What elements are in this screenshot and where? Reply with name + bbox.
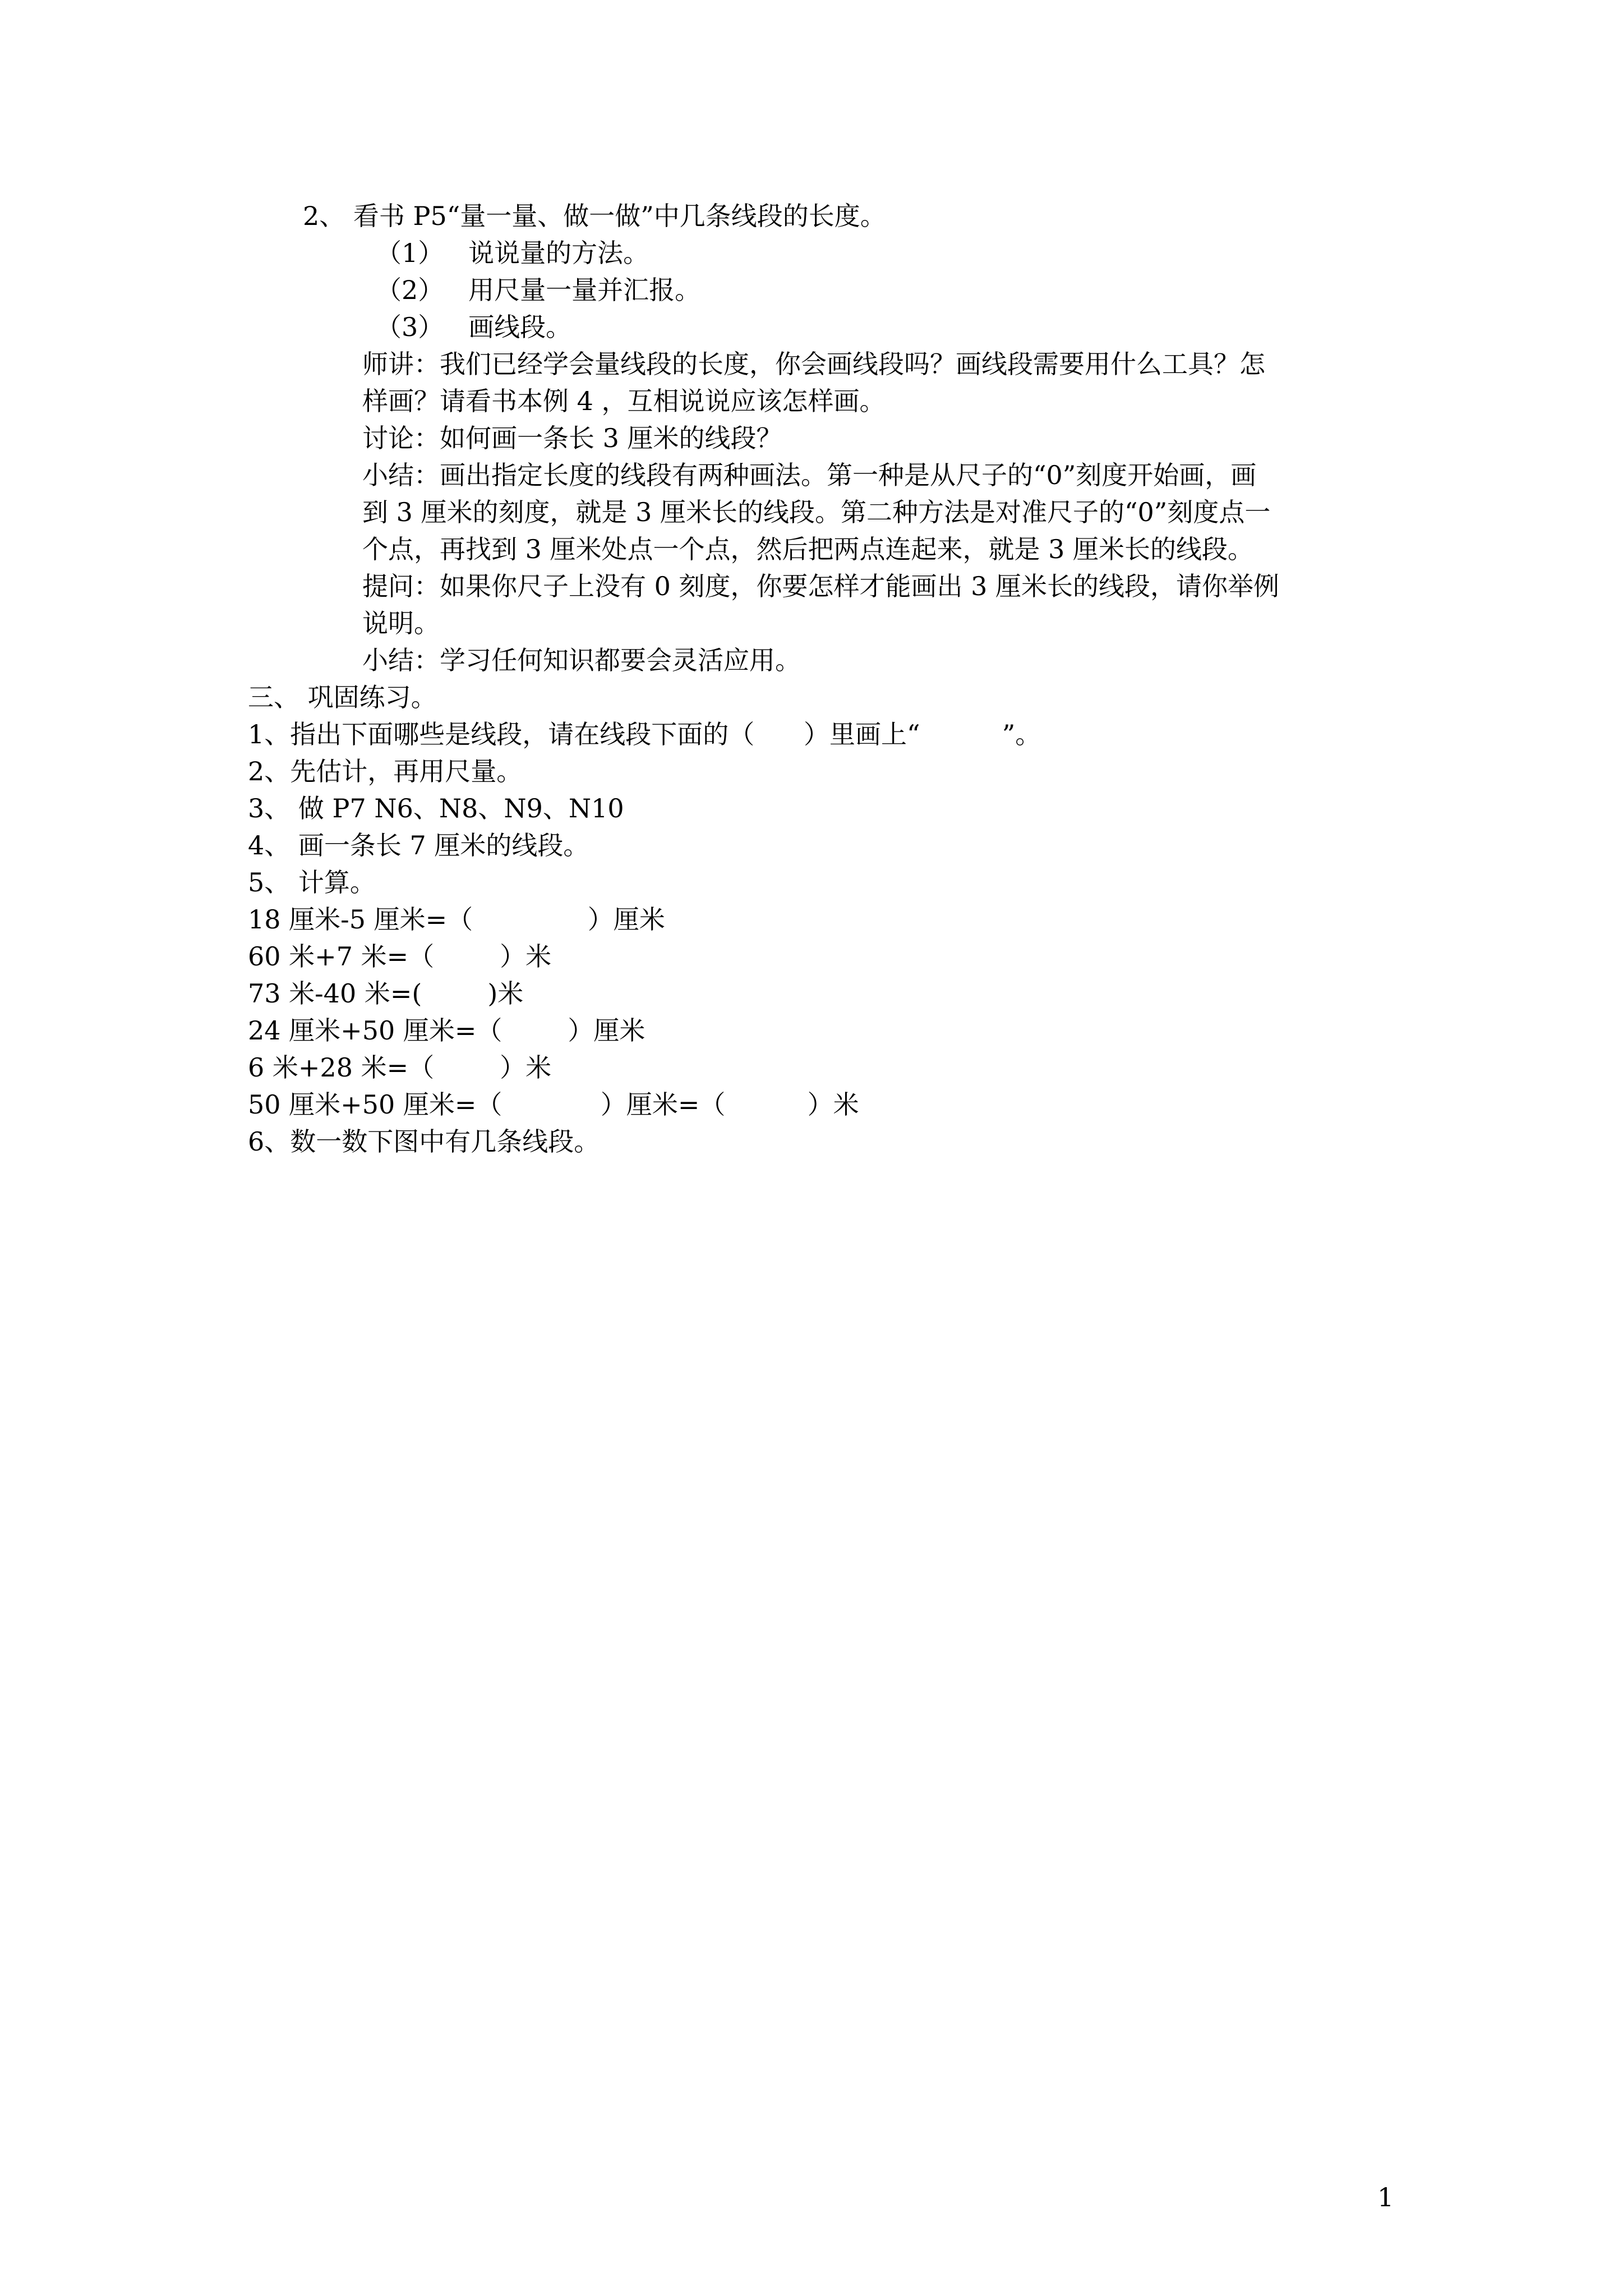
section3-heading: 三、 巩固练习。 (248, 682, 437, 712)
summary2-line: 小结：学习任何知识都要会灵活应用。 (362, 645, 801, 675)
exercise-5: 5、 计算。 (248, 867, 376, 898)
calculation-6: 50 厘米+50 厘米=（ ）厘米=（ ）米 (248, 1089, 859, 1120)
step-1: （1） 说说量的方法。 (376, 238, 649, 268)
calculation-1: 18 厘米-5 厘米=（ ）厘米 (248, 904, 665, 935)
calculation-3: 73 米-40 米=( )米 (248, 978, 524, 1009)
calculation-4: 24 厘米+50 厘米=（ ）厘米 (248, 1015, 645, 1046)
summary1-line-3: 个点，再找到 3 厘米处点一个点，然后把两点连起来，就是 3 厘米长的线段。 (362, 534, 1254, 564)
question-line-2: 说明。 (362, 608, 440, 638)
summary1-line-1: 小结：画出指定长度的线段有两种画法。第一种是从尺子的“0”刻度开始画，画 (362, 460, 1257, 490)
page-number: 1 (1377, 2182, 1394, 2212)
summary1-line-2: 到 3 厘米的刻度，就是 3 厘米长的线段。第二种方法是对准尺子的“0”刻度点一 (362, 497, 1271, 527)
teacher-talk-line-2: 样画？请看书本例 4 ，互相说说应该怎样画。 (362, 386, 886, 416)
question-line-1: 提问：如果你尺子上没有 0 刻度，你要怎样才能画出 3 厘米长的线段，请你举例 (362, 571, 1280, 601)
exercise-3: 3、 做 P7 N6、N8、N9、N10 (248, 793, 624, 823)
step-3: （3） 画线段。 (376, 312, 572, 342)
exercise-4: 4、 画一条长 7 厘米的线段。 (248, 830, 589, 861)
exercise-1: 1、指出下面哪些是线段，请在线段下面的（ ）里画上“ ”。 (248, 719, 1041, 749)
teacher-talk-line-1: 师讲：我们已经学会量线段的长度，你会画线段吗？画线段需要用什么工具？怎 (362, 349, 1265, 379)
calculation-2: 60 米+7 米=（ ）米 (248, 941, 552, 972)
calculation-5: 6 米+28 米=（ ）米 (248, 1052, 552, 1083)
exercise-6: 6、数一数下图中有几条线段。 (248, 1126, 600, 1157)
step-2: （2） 用尺量一量并汇报。 (376, 275, 701, 305)
exercise-2: 2、先估计，再用尺量。 (248, 756, 523, 786)
section2-heading: 2、 看书 P5“量一量、做一做”中几条线段的长度。 (303, 201, 886, 231)
discussion-line: 讨论：如何画一条长 3 厘米的线段？ (362, 423, 782, 453)
